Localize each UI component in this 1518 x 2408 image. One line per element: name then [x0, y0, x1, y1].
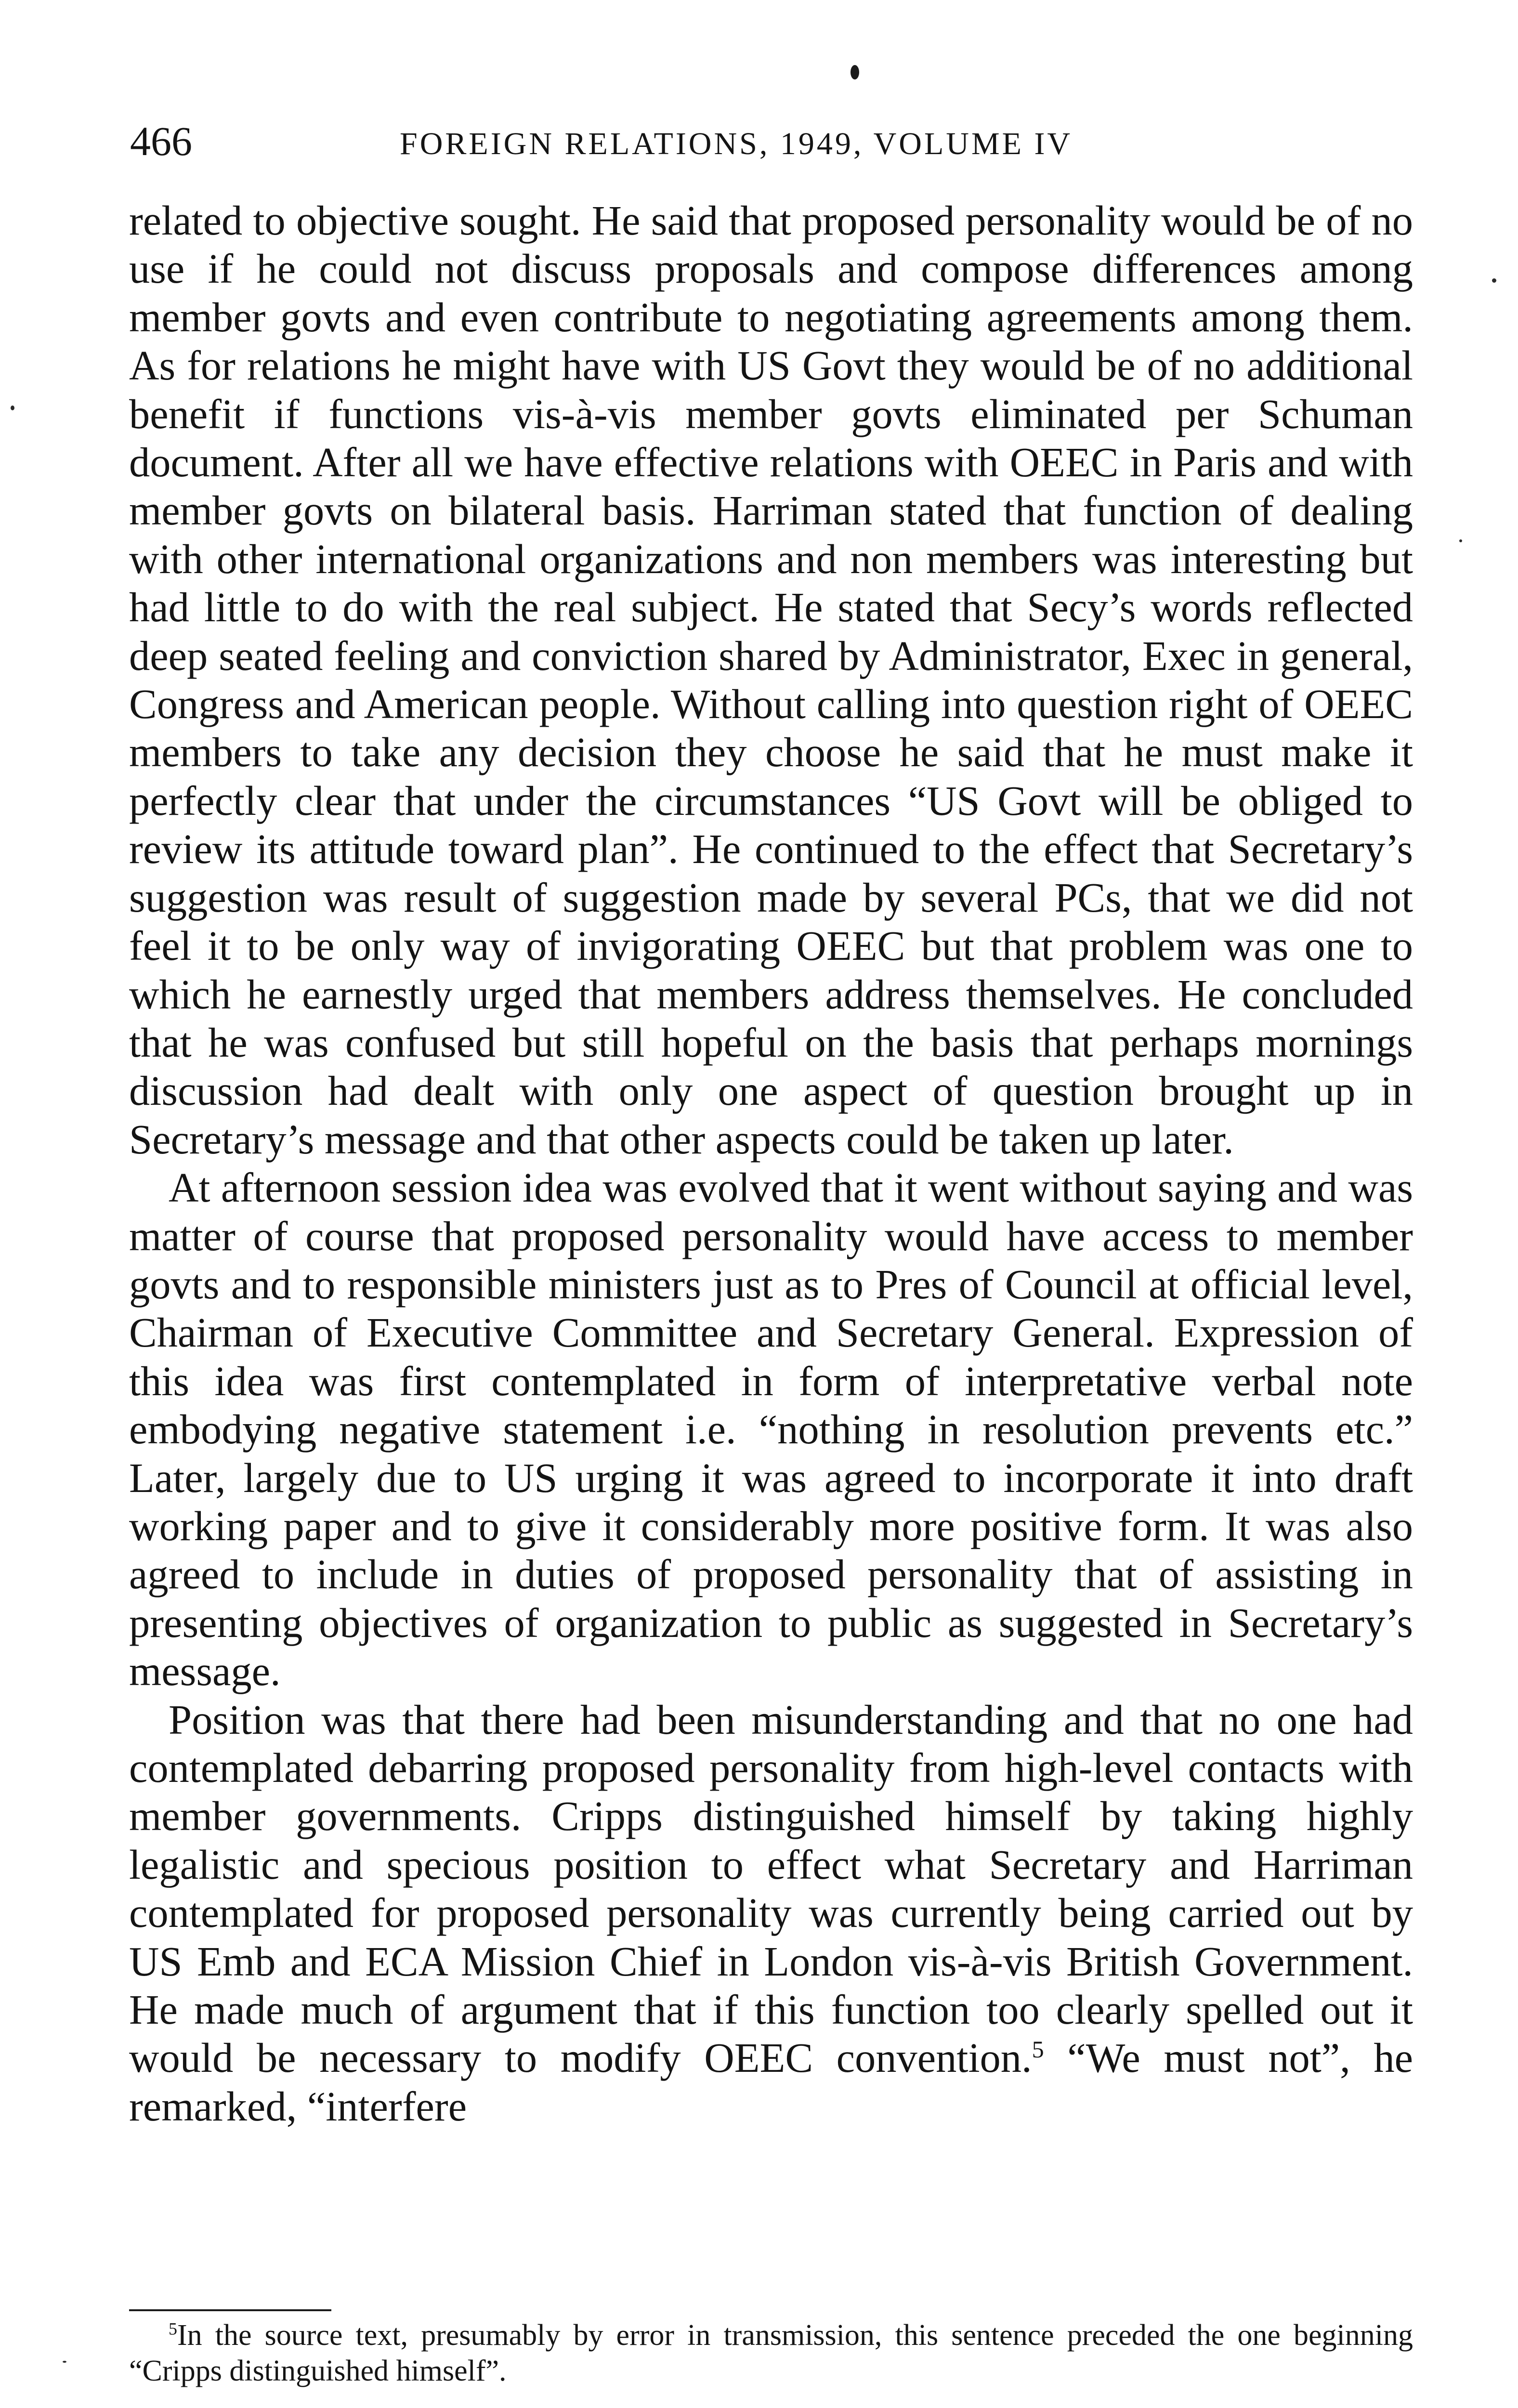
- print-speck: [11, 406, 14, 410]
- paragraph: [129, 1696, 1413, 2131]
- page-number: 466: [130, 118, 192, 164]
- paragraph-text: Position was that there had been misunderstanding and that no one had contemplated debarring proposed personality from high-level contacts with member governments. Cripps distinguished himself by taking highly legalistic and specious position to effect what Secretary and Harriman contemplated for proposed personality was currently being carried out by US Emb and ECA Mission Chief in London vis-à-vis British Government. He made much of argument that if this function too clearly spelled out it would be necessary to modify OEEC convention.: [129, 1696, 1413, 2081]
- print-speck: [851, 65, 859, 79]
- running-head: FOREIGN RELATIONS, 1949, VOLUME IV: [400, 126, 1073, 161]
- paragraph: related to objective sought. He said that proposed personality would be of no use if he could not discuss proposals and compose differences among member govts and even contribute to negotiating agreements among them. As for relations he might have with US Govt they would be of no additional benefit if functions vis-à-vis member govts eliminated per Schuman document. After all we have effective relations with OEEC in Paris and with member govts on bilateral basis. Harriman stated that function of dealing with other international organizations and non members was interesting but had little to do with the real subject. He stated that Secy’s words reflected deep seated feeling and conviction shared by Administrator, Exec in general, Congress and American people. Without calling into question right of OEEC members to take any decision they choose he said that he must make it perfectly clear that under the circumstances “US Govt will be obliged to review its attitude toward plan”. He continued to the effect that Secretary’s suggestion was result of suggestion made by several PCs, that we did not feel it to be only way of invigorating OEEC but that problem was one to which he earnestly urged that members address themselves. He concluded that he was confused but still hopeful on the basis that perhaps mornings discussion had dealt with only one aspect of question brought up in Secretary’s message and that other aspects could be taken up later.: [129, 197, 1413, 1163]
- body-text: [129, 196, 1413, 2131]
- page-header: [130, 115, 1411, 168]
- print-speck: [63, 2361, 66, 2363]
- footnote-divider: [129, 2309, 331, 2311]
- footnote-text: In the source text, presumably by error in transmission, this sentence preceded the one beginning “Cripps distinguished himself”.: [129, 2319, 1413, 2387]
- footnote-reference: 5: [1032, 2036, 1044, 2063]
- paragraph: At afternoon session idea was evolved that it went without saying and was matter of course that proposed personality would have access to member govts and to responsible ministers just as to Pres of Council at official level, Chairman of Executive Committee and Secretary General. Expression of this idea was first contemplated in form of interpretative verbal note embodying negative statement i.e. “nothing in resolution prevents etc.” Later, largely due to US urging it was agreed to incorporate it into draft working paper and to give it considerably more positive form. It was also agreed to include in duties of proposed personality that of assisting in presenting objectives of organization to public as suggested in Secretary’s message.: [129, 1165, 1413, 1695]
- print-speck: [1459, 539, 1462, 542]
- paragraph-text-tail: “We must not”, he remarked, “interfere: [129, 2035, 1413, 2130]
- footnote: [129, 2317, 1413, 2389]
- print-speck: [1492, 278, 1496, 283]
- footnote-marker: 5: [169, 2319, 177, 2339]
